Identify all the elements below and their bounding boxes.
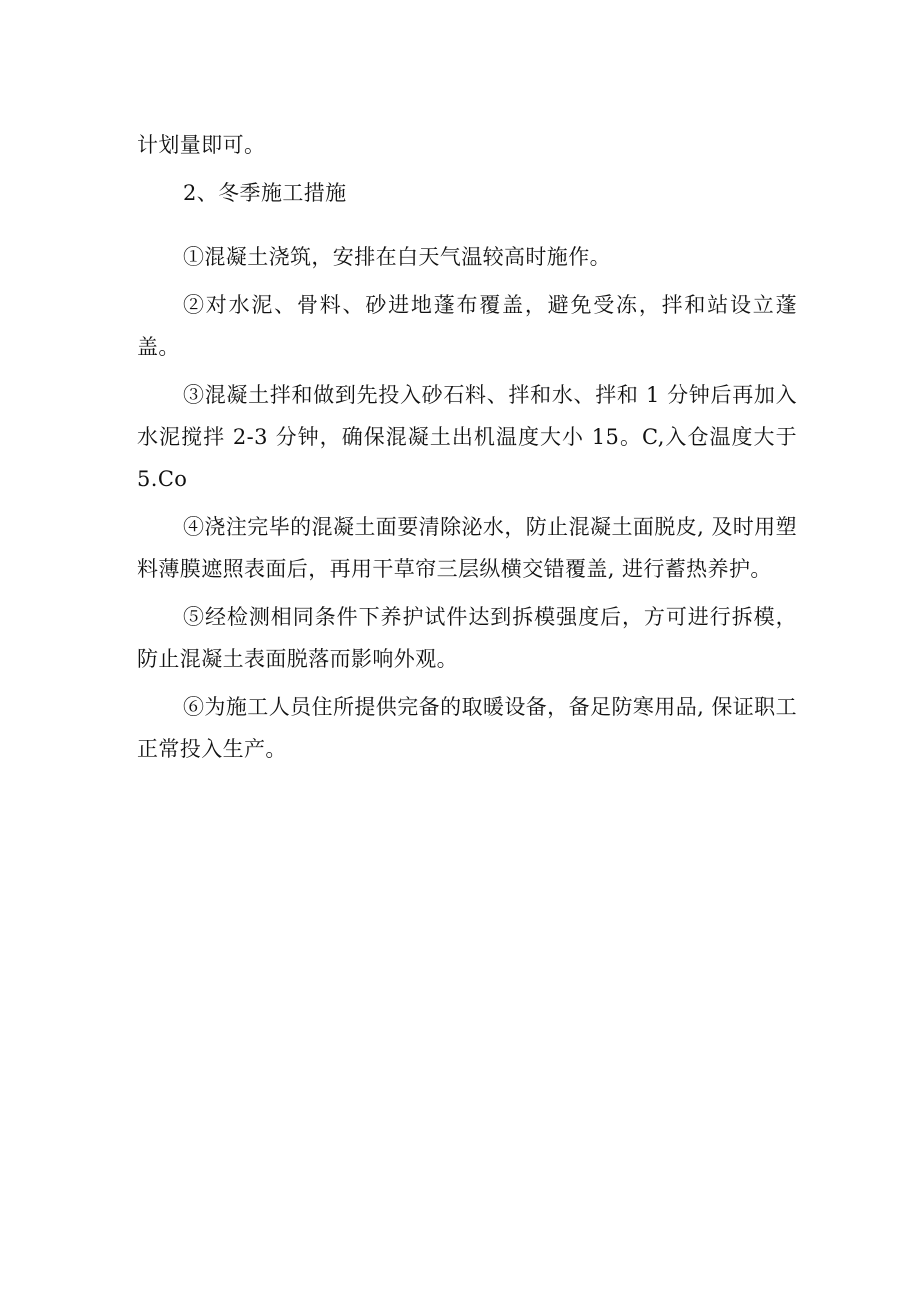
measure-item-3: ③混凝土拌和做到先投入砂石料、拌和水、拌和 1 分钟后再加入水泥搅拌 2-3 分钟，确保混凝土出机温度大小 15。C,入仓温度大于 5.Co: [137, 383, 797, 491]
measure-item-6: ⑥为施工人员住所提供完备的取暖设备，备足防寒用品, 保证职工正常投入生产。: [137, 695, 797, 761]
section-heading: 2、冬季施工措施: [183, 181, 347, 205]
intro-line: 计划量即可。: [137, 133, 266, 157]
measure-item-1: ①混凝土浇筑，安排在白天气温较高时施作。: [183, 245, 611, 269]
measure-item-4: ④浇注完毕的混凝土面要清除泌水，防止混凝土面脱皮, 及时用塑料薄膜遮照表面后，再用干草帘三层纵横交错覆盖, 进行蓄热养护。: [137, 515, 797, 581]
document-body: [137, 124, 797, 770]
measure-item-2: ②对水泥、骨料、砂进地蓬布覆盖，避免受冻，拌和站设立蓬盖。: [137, 293, 797, 359]
measure-item-5: ⑤经检测相同条件下养护试件达到拆模强度后，方可进行拆模，防止混凝土表面脱落而影响外观。: [137, 605, 797, 671]
